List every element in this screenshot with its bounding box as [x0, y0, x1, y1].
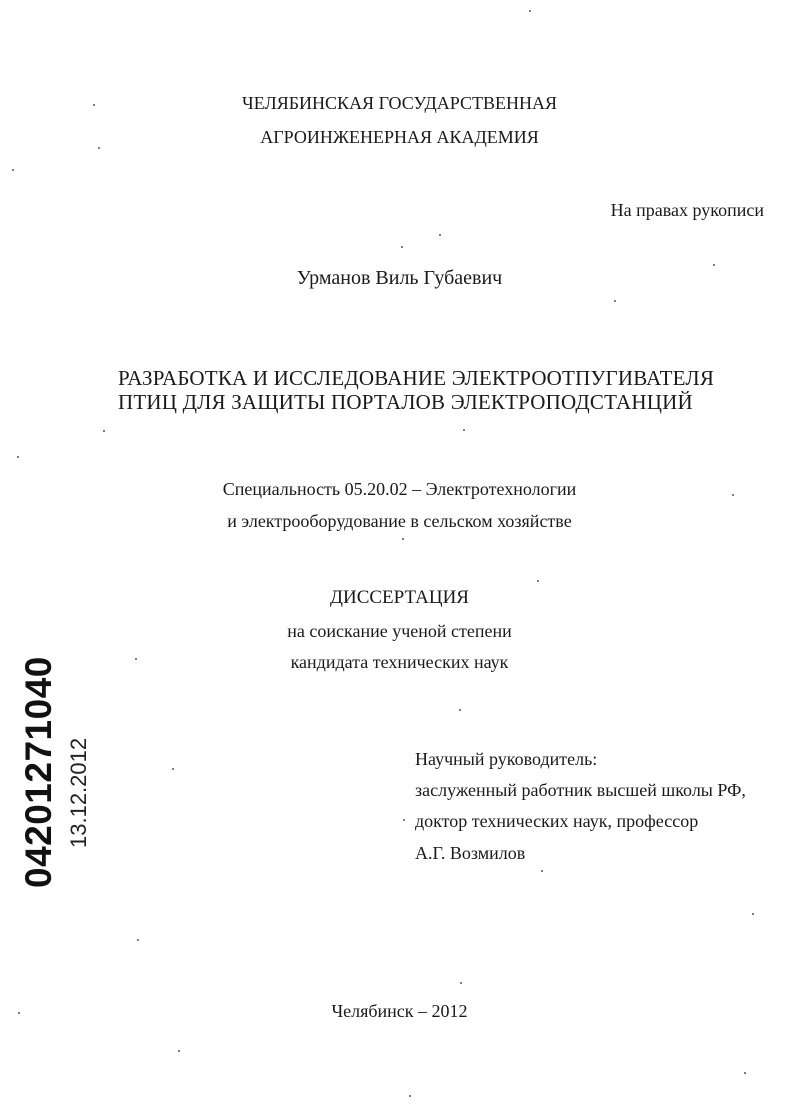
scan-speck [614, 300, 616, 302]
scan-speck [18, 1012, 20, 1014]
city-year: Челябинск – 2012 [331, 1001, 468, 1021]
scan-speck [460, 982, 462, 984]
scan-speck [541, 870, 543, 872]
dissertation-title-line-1: РАЗРАБОТКА И ИССЛЕДОВАНИЕ ЭЛЕКТРООТПУГИВАТЕЛЯ [118, 366, 715, 390]
scan-speck [732, 494, 734, 496]
supervisor-title-line-2: доктор технических наук, профессор [415, 811, 699, 831]
scan-speck [752, 913, 754, 915]
scan-speck [537, 580, 539, 582]
scan-speck [12, 169, 14, 171]
scan-speck [713, 264, 715, 266]
specialty-line-2: и электрооборудование в сельском хозяйстве [227, 511, 572, 531]
degree-heading: ДИССЕРТАЦИЯ [330, 587, 469, 608]
supervisor-title-line-1: заслуженный работник высшей школы РФ, [415, 780, 746, 800]
scan-speck [439, 234, 441, 236]
institution-line-1: ЧЕЛЯБИНСКАЯ ГОСУДАРСТВЕННАЯ [242, 93, 557, 113]
scan-speck [17, 456, 19, 458]
scan-speck [403, 819, 405, 821]
library-stamp-number: 04201271040 [18, 656, 59, 888]
degree-line-1: на соискание ученой степени [287, 621, 512, 641]
scan-speck [178, 1050, 180, 1052]
specialty-line-1: Специальность 05.20.02 – Электротехнологии [222, 479, 577, 499]
institution-line-2: АГРОИНЖЕНЕРНАЯ АКАДЕМИЯ [260, 127, 539, 147]
scan-speck [93, 104, 95, 106]
scan-speck [463, 429, 465, 431]
scan-speck [98, 147, 100, 149]
scan-speck [402, 538, 404, 540]
scan-speck [137, 939, 139, 941]
scan-speck [135, 658, 137, 660]
scan-speck [744, 1072, 746, 1074]
scan-speck [459, 709, 461, 711]
manuscript-note: На правах рукописи [610, 200, 764, 220]
dissertation-title-line-2: ПТИЦ ДЛЯ ЗАЩИТЫ ПОРТАЛОВ ЭЛЕКТРОПОДСТАНЦИЙ [118, 390, 693, 414]
supervisor-name: А.Г. Возмилов [415, 843, 526, 863]
library-stamp-date: 13.12.2012 [66, 737, 91, 848]
author-name: Урманов Виль Губаевич [296, 267, 503, 289]
degree-line-2: кандидата технических наук [290, 652, 509, 672]
scan-speck [172, 768, 174, 770]
scan-speck [401, 246, 403, 248]
supervisor-label: Научный руководитель: [415, 749, 598, 769]
scan-speck [409, 1095, 411, 1097]
scan-speck [529, 10, 531, 12]
scan-speck [103, 430, 105, 432]
